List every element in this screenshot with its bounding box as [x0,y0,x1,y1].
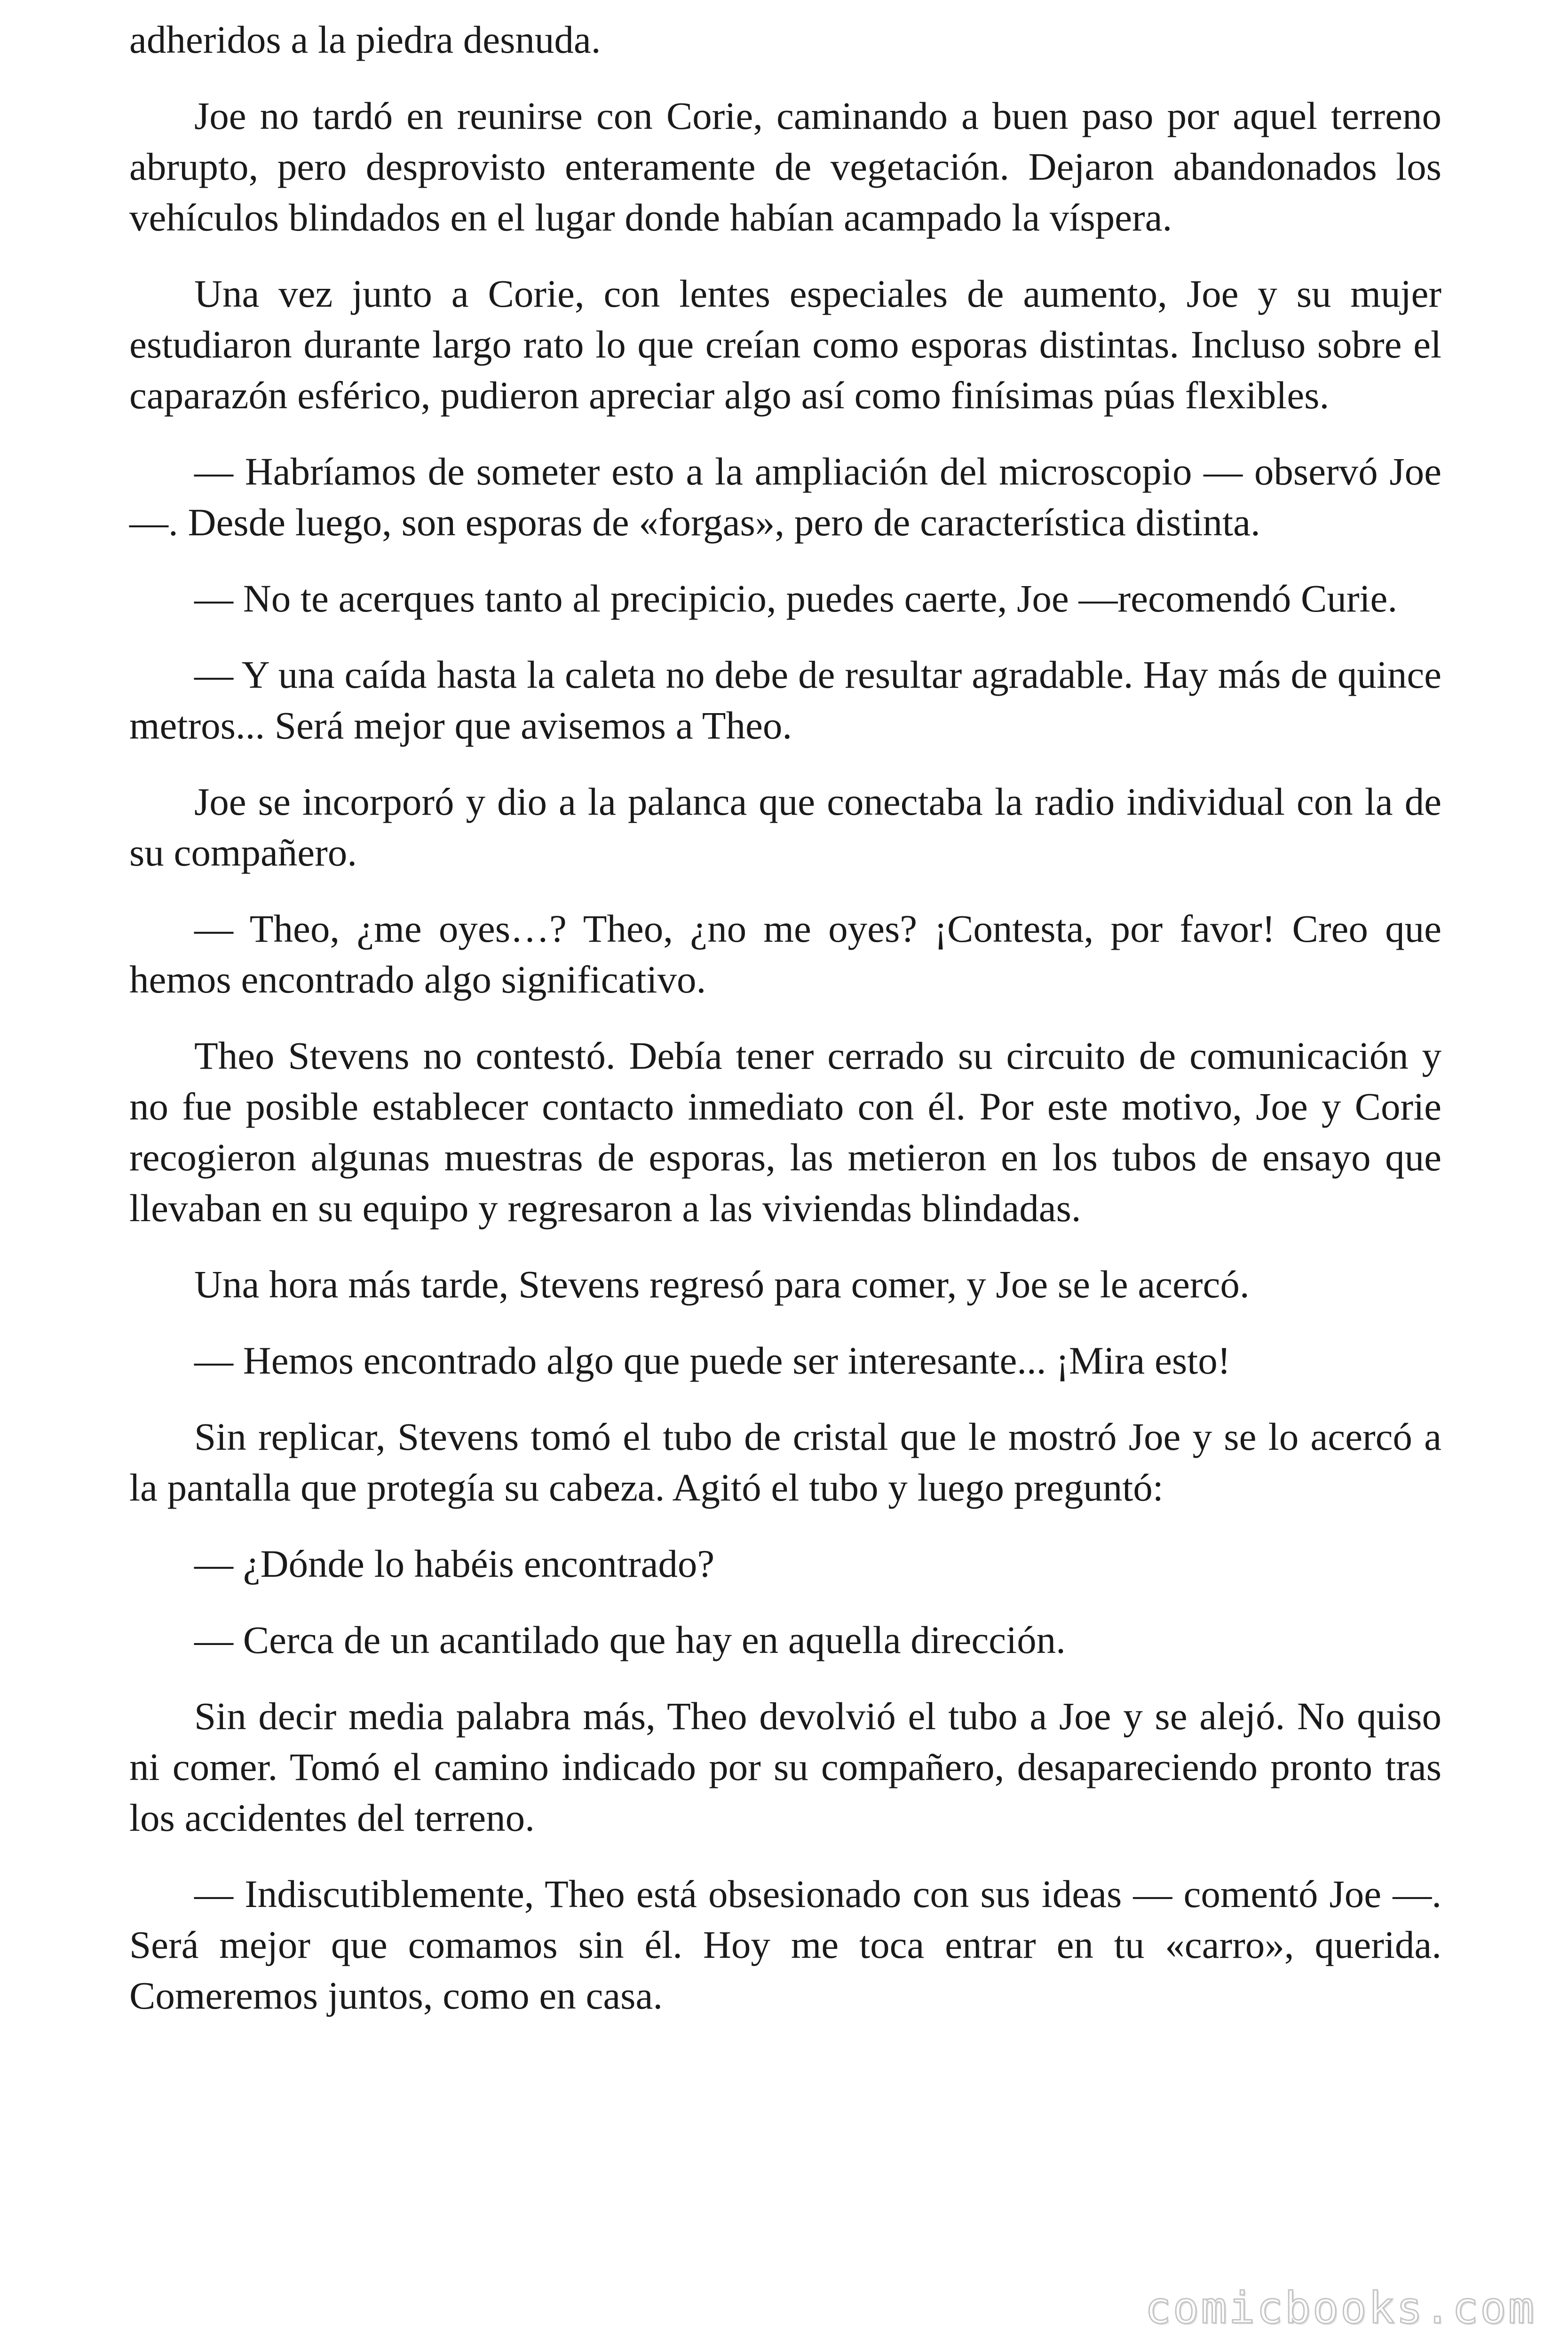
paragraph: Sin replicar, Stevens tomó el tubo de cristal que le mostró Joe y se lo acercó a la pantalla que protegía su cabeza. Agitó el tubo y luego preguntó: [129,1415,1441,1509]
paragraph: Theo Stevens no contestó. Debía tener cerrado su circuito de comunicación y no fue posible establecer contacto inmediato con él. Por este motivo, Joe y Corie recogieron algunas muestras de esporas, las metieron en los tubos de ensayo que llevaban en su equipo y regresaron a las viviendas blindadas. [129,1034,1441,1230]
paragraph: — Habríamos de someter esto a la ampliación del microscopio — observó Joe—. Desde luego, son esporas de «forgas», pero de característica distinta. [129,450,1441,544]
paragraph: — ¿Dónde lo habéis encontrado? [194,1542,715,1585]
paragraph: Joe se incorporó y dio a la palanca que conectaba la radio individual con la de su compañero. [129,780,1441,874]
paragraph: — Cerca de un acantilado que hay en aquella dirección. [194,1618,1066,1661]
page-body [129,14,1441,2046]
watermark: comicbooks.com [1145,2283,1536,2333]
paragraph: — Indiscutiblemente, Theo está obsesionado con sus ideas — comentó Joe —. Será mejor que comamos sin él. Hoy me toca entrar en tu «carro», querida. Comeremos juntos, como en casa. [129,1872,1441,2017]
paragraph: Joe no tardó en reunirse con Corie, caminando a buen paso por aquel terreno abrupto, pero desprovisto enteramente de vegetación. Dejaron abandonados los vehículos blindados en el lugar donde habían acampado la víspera. [129,94,1441,239]
paragraph: adheridos a la piedra desnuda. [129,18,601,61]
paragraph: Una vez junto a Corie, con lentes especiales de aumento, Joe y su mujer estudiaron durante largo rato lo que creían como esporas distintas. Incluso sobre el caparazón esférico, pudieron apreciar algo así como finísimas púas flexibles. [129,272,1441,417]
paragraph: — Hemos encontrado algo que puede ser interesante... ¡Mira esto! [194,1339,1231,1382]
paragraph: — Y una caída hasta la caleta no debe de resultar agradable. Hay más de quince metros... Será mejor que avisemos a Theo. [129,653,1441,747]
paragraph: Una hora más tarde, Stevens regresó para comer, y Joe se le acercó. [194,1263,1250,1306]
paragraph: — No te acerques tanto al precipicio, puedes caerte, Joe —recomendó Curie. [194,577,1398,620]
paragraph: — Theo, ¿me oyes…? Theo, ¿no me oyes? ¡Contesta, por favor! Creo que hemos encontrado algo significativo. [129,907,1441,1001]
paragraph: Sin decir media palabra más, Theo devolvió el tubo a Joe y se alejó. No quiso ni comer. Tomó el camino indicado por su compañero, desapareciendo pronto tras los accidentes del terreno. [129,1694,1441,1839]
